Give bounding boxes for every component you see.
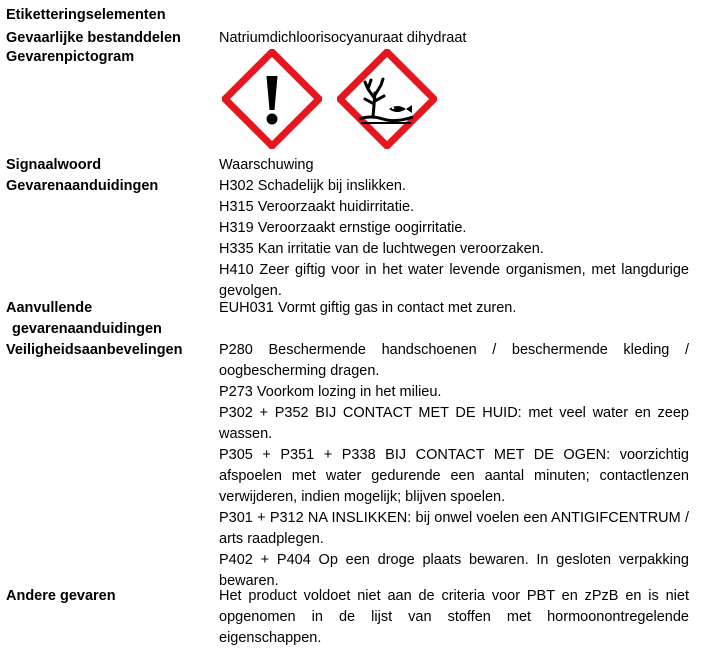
signal-word-label: Signaalwoord [6, 157, 102, 173]
section-title: Etiketteringselementen [6, 7, 166, 23]
precautionary-statement: P280 Beschermende handschoenen / beschermende kleding / oogbescherming dragen. [219, 342, 689, 379]
hazardous-components-value: Natriumdichloorisocyanuraat dihydraat [219, 30, 467, 46]
hazard-statement: H335 Kan irritatie van de luchtwegen veroorzaken. [219, 241, 544, 257]
other-hazards-label: Andere gevaren [6, 588, 116, 604]
exclamation-pictogram-icon [222, 49, 322, 149]
hazard-statement: H315 Veroorzaakt huidirritatie. [219, 199, 415, 215]
supplemental-hazards-value: EUH031 Vormt giftig gas in contact met zuren. [219, 300, 517, 316]
precautionary-statement: P273 Voorkom lozing in het milieu. [219, 384, 442, 400]
precautionary-statement: P302 + P352 BIJ CONTACT MET DE HUID: met veel water en zeep wassen. [219, 405, 689, 442]
precautionary-statement: P305 + P351 + P338 BIJ CONTACT MET DE OGEN: voorzichtig afspoelen met water gedurende een aantal minuten; contactlenzen verwijderen, indien mogelijk; blijven spoelen. [219, 447, 689, 505]
precautionary-statement: P301 + P312 NA INSLIKKEN: bij onwel voelen een ANTIGIFCENTRUM / arts raadplegen. [219, 510, 689, 547]
pictograms-label: Gevarenpictogram [6, 49, 135, 65]
environment-pictogram-icon [337, 49, 437, 149]
precautionary-statement: P402 + P404 Op een droge plaats bewaren. In gesloten verpakking bewaren. [219, 552, 689, 589]
precautionary-statements-list [219, 340, 689, 592]
supplemental-hazards-label [6, 298, 162, 340]
hazardous-components-label: Gevaarlijke bestanddelen [6, 30, 181, 46]
supplemental-hazards-label-line2: gevarenaanduidingen [12, 321, 162, 337]
hazard-statement: H410 Zeer giftig voor in het water levende organismen, met langdurige gevolgen. [219, 262, 689, 299]
hazard-statements-label: Gevarenaanduidingen [6, 178, 159, 194]
hazard-statements-list [219, 176, 689, 302]
precautionary-statements-label: Veiligheidsaanbevelingen [6, 342, 183, 358]
hazard-statement: H302 Schadelijk bij inslikken. [219, 178, 406, 194]
supplemental-hazards-label-line1: Aanvullende [6, 300, 93, 316]
hazard-statement: H319 Veroorzaakt ernstige oogirritatie. [219, 220, 467, 236]
other-hazards-value: Het product voldoet niet aan de criteria voor PBT en zPzB en is niet opgenomen in de lijst van stoffen met hormoonontregelende eigenschappen. [219, 588, 689, 646]
signal-word-value: Waarschuwing [219, 157, 314, 173]
